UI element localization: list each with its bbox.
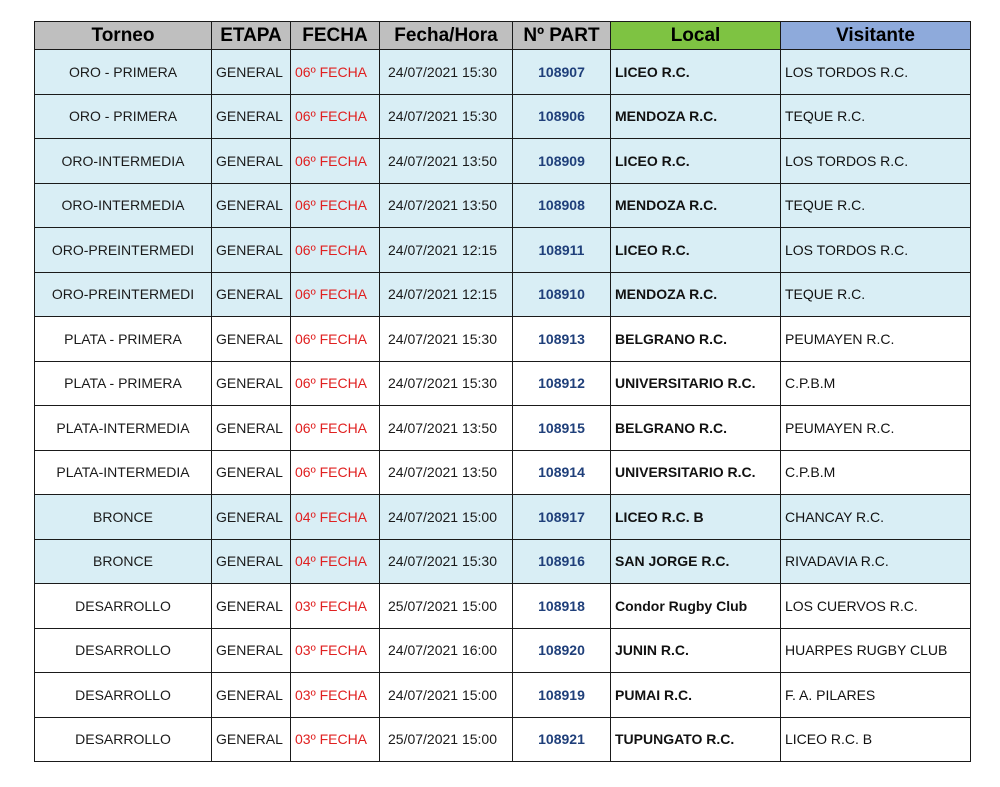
cell-fecha: 06º FECHA <box>291 94 380 139</box>
cell-fecha-hora: 24/07/2021 15:30 <box>380 361 513 406</box>
cell-visitante: LOS TORDOS R.C. <box>781 139 971 184</box>
cell-n-part: 108907 <box>513 50 611 95</box>
cell-n-part: 108909 <box>513 139 611 184</box>
cell-n-part: 108910 <box>513 272 611 317</box>
cell-local: LICEO R.C. <box>611 139 781 184</box>
cell-n-part: 108921 <box>513 717 611 762</box>
cell-visitante: PEUMAYEN R.C. <box>781 406 971 451</box>
cell-fecha: 06º FECHA <box>291 406 380 451</box>
cell-local: UNIVERSITARIO R.C. <box>611 450 781 495</box>
cell-local: BELGRANO R.C. <box>611 406 781 451</box>
cell-etapa: GENERAL <box>212 450 291 495</box>
cell-fecha-hora: 24/07/2021 15:00 <box>380 495 513 540</box>
cell-torneo: PLATA-INTERMEDIA <box>35 450 212 495</box>
cell-torneo: PLATA - PRIMERA <box>35 361 212 406</box>
cell-torneo: PLATA-INTERMEDIA <box>35 406 212 451</box>
cell-fecha-hora: 24/07/2021 15:30 <box>380 50 513 95</box>
cell-fecha-hora: 24/07/2021 13:50 <box>380 139 513 184</box>
cell-fecha: 04º FECHA <box>291 539 380 584</box>
cell-etapa: GENERAL <box>212 50 291 95</box>
cell-etapa: GENERAL <box>212 673 291 718</box>
cell-fecha-hora: 24/07/2021 12:15 <box>380 228 513 273</box>
cell-fecha: 06º FECHA <box>291 361 380 406</box>
header-local: Local <box>611 22 781 50</box>
table-row <box>35 139 971 184</box>
cell-visitante: LOS TORDOS R.C. <box>781 228 971 273</box>
table-row <box>35 539 971 584</box>
cell-etapa: GENERAL <box>212 584 291 629</box>
cell-etapa: GENERAL <box>212 717 291 762</box>
cell-local: TUPUNGATO R.C. <box>611 717 781 762</box>
cell-torneo: ORO-INTERMEDIA <box>35 139 212 184</box>
cell-visitante: HUARPES RUGBY CLUB <box>781 628 971 673</box>
cell-fecha: 06º FECHA <box>291 272 380 317</box>
cell-torneo: DESARROLLO <box>35 673 212 718</box>
cell-visitante: PEUMAYEN R.C. <box>781 317 971 362</box>
cell-fecha-hora: 25/07/2021 15:00 <box>380 717 513 762</box>
table-row <box>35 50 971 95</box>
cell-fecha-hora: 24/07/2021 13:50 <box>380 450 513 495</box>
cell-visitante: C.P.B.M <box>781 361 971 406</box>
cell-etapa: GENERAL <box>212 139 291 184</box>
cell-torneo: ORO - PRIMERA <box>35 94 212 139</box>
cell-fecha-hora: 24/07/2021 12:15 <box>380 272 513 317</box>
cell-n-part: 108913 <box>513 317 611 362</box>
cell-fecha: 06º FECHA <box>291 317 380 362</box>
cell-fecha: 03º FECHA <box>291 673 380 718</box>
cell-local: Condor Rugby Club <box>611 584 781 629</box>
cell-local: LICEO R.C. B <box>611 495 781 540</box>
cell-visitante: TEQUE R.C. <box>781 272 971 317</box>
cell-fecha: 06º FECHA <box>291 183 380 228</box>
cell-etapa: GENERAL <box>212 495 291 540</box>
table-row <box>35 450 971 495</box>
cell-fecha-hora: 24/07/2021 15:00 <box>380 673 513 718</box>
cell-visitante: LICEO R.C. B <box>781 717 971 762</box>
cell-local: LICEO R.C. <box>611 50 781 95</box>
table-body <box>35 50 971 762</box>
cell-torneo: ORO-PREINTERMEDI <box>35 272 212 317</box>
cell-torneo: DESARROLLO <box>35 628 212 673</box>
cell-visitante: C.P.B.M <box>781 450 971 495</box>
table-row <box>35 183 971 228</box>
cell-fecha: 03º FECHA <box>291 717 380 762</box>
cell-local: MENDOZA R.C. <box>611 272 781 317</box>
table-row <box>35 717 971 762</box>
cell-fecha-hora: 24/07/2021 16:00 <box>380 628 513 673</box>
cell-fecha-hora: 24/07/2021 13:50 <box>380 406 513 451</box>
table-row <box>35 584 971 629</box>
cell-n-part: 108908 <box>513 183 611 228</box>
cell-fecha: 03º FECHA <box>291 584 380 629</box>
cell-visitante: RIVADAVIA R.C. <box>781 539 971 584</box>
cell-n-part: 108914 <box>513 450 611 495</box>
cell-fecha: 06º FECHA <box>291 450 380 495</box>
cell-fecha: 06º FECHA <box>291 228 380 273</box>
cell-visitante: LOS TORDOS R.C. <box>781 50 971 95</box>
cell-fecha-hora: 24/07/2021 15:30 <box>380 539 513 584</box>
cell-visitante: LOS CUERVOS R.C. <box>781 584 971 629</box>
cell-local: PUMAI R.C. <box>611 673 781 718</box>
cell-n-part: 108920 <box>513 628 611 673</box>
cell-fecha-hora: 25/07/2021 15:00 <box>380 584 513 629</box>
cell-local: BELGRANO R.C. <box>611 317 781 362</box>
header-fecha-hora: Fecha/Hora <box>380 22 513 50</box>
cell-etapa: GENERAL <box>212 228 291 273</box>
header-n-part: Nº PART <box>513 22 611 50</box>
cell-n-part: 108919 <box>513 673 611 718</box>
table-row <box>35 361 971 406</box>
cell-etapa: GENERAL <box>212 628 291 673</box>
cell-fecha: 06º FECHA <box>291 139 380 184</box>
cell-local: SAN JORGE R.C. <box>611 539 781 584</box>
cell-n-part: 108918 <box>513 584 611 629</box>
table-row <box>35 94 971 139</box>
cell-torneo: BRONCE <box>35 539 212 584</box>
cell-visitante: F. A. PILARES <box>781 673 971 718</box>
header-row <box>35 22 971 50</box>
cell-torneo: ORO-INTERMEDIA <box>35 183 212 228</box>
table-row <box>35 228 971 273</box>
cell-torneo: BRONCE <box>35 495 212 540</box>
cell-fecha-hora: 24/07/2021 15:30 <box>380 317 513 362</box>
table-row <box>35 673 971 718</box>
cell-etapa: GENERAL <box>212 183 291 228</box>
cell-n-part: 108906 <box>513 94 611 139</box>
header-etapa: ETAPA <box>212 22 291 50</box>
cell-etapa: GENERAL <box>212 539 291 584</box>
cell-n-part: 108916 <box>513 539 611 584</box>
cell-local: UNIVERSITARIO R.C. <box>611 361 781 406</box>
cell-etapa: GENERAL <box>212 94 291 139</box>
cell-etapa: GENERAL <box>212 361 291 406</box>
cell-fecha-hora: 24/07/2021 15:30 <box>380 94 513 139</box>
cell-visitante: CHANCAY R.C. <box>781 495 971 540</box>
fixture-table <box>34 21 971 762</box>
cell-n-part: 108915 <box>513 406 611 451</box>
table-row <box>35 406 971 451</box>
header-visitante: Visitante <box>781 22 971 50</box>
cell-fecha: 04º FECHA <box>291 495 380 540</box>
table-row <box>35 272 971 317</box>
cell-local: LICEO R.C. <box>611 228 781 273</box>
cell-fecha: 03º FECHA <box>291 628 380 673</box>
cell-n-part: 108912 <box>513 361 611 406</box>
header-fecha: FECHA <box>291 22 380 50</box>
cell-etapa: GENERAL <box>212 317 291 362</box>
cell-n-part: 108917 <box>513 495 611 540</box>
table-row <box>35 495 971 540</box>
cell-local: JUNIN R.C. <box>611 628 781 673</box>
header-torneo: Torneo <box>35 22 212 50</box>
cell-fecha-hora: 24/07/2021 13:50 <box>380 183 513 228</box>
table-header <box>35 22 971 50</box>
table-row <box>35 317 971 362</box>
cell-n-part: 108911 <box>513 228 611 273</box>
cell-torneo: DESARROLLO <box>35 717 212 762</box>
cell-torneo: ORO - PRIMERA <box>35 50 212 95</box>
table-row <box>35 628 971 673</box>
cell-etapa: GENERAL <box>212 406 291 451</box>
cell-local: MENDOZA R.C. <box>611 183 781 228</box>
cell-etapa: GENERAL <box>212 272 291 317</box>
cell-local: MENDOZA R.C. <box>611 94 781 139</box>
cell-torneo: DESARROLLO <box>35 584 212 629</box>
cell-fecha: 06º FECHA <box>291 50 380 95</box>
cell-torneo: ORO-PREINTERMEDI <box>35 228 212 273</box>
cell-visitante: TEQUE R.C. <box>781 94 971 139</box>
cell-torneo: PLATA - PRIMERA <box>35 317 212 362</box>
cell-visitante: TEQUE R.C. <box>781 183 971 228</box>
